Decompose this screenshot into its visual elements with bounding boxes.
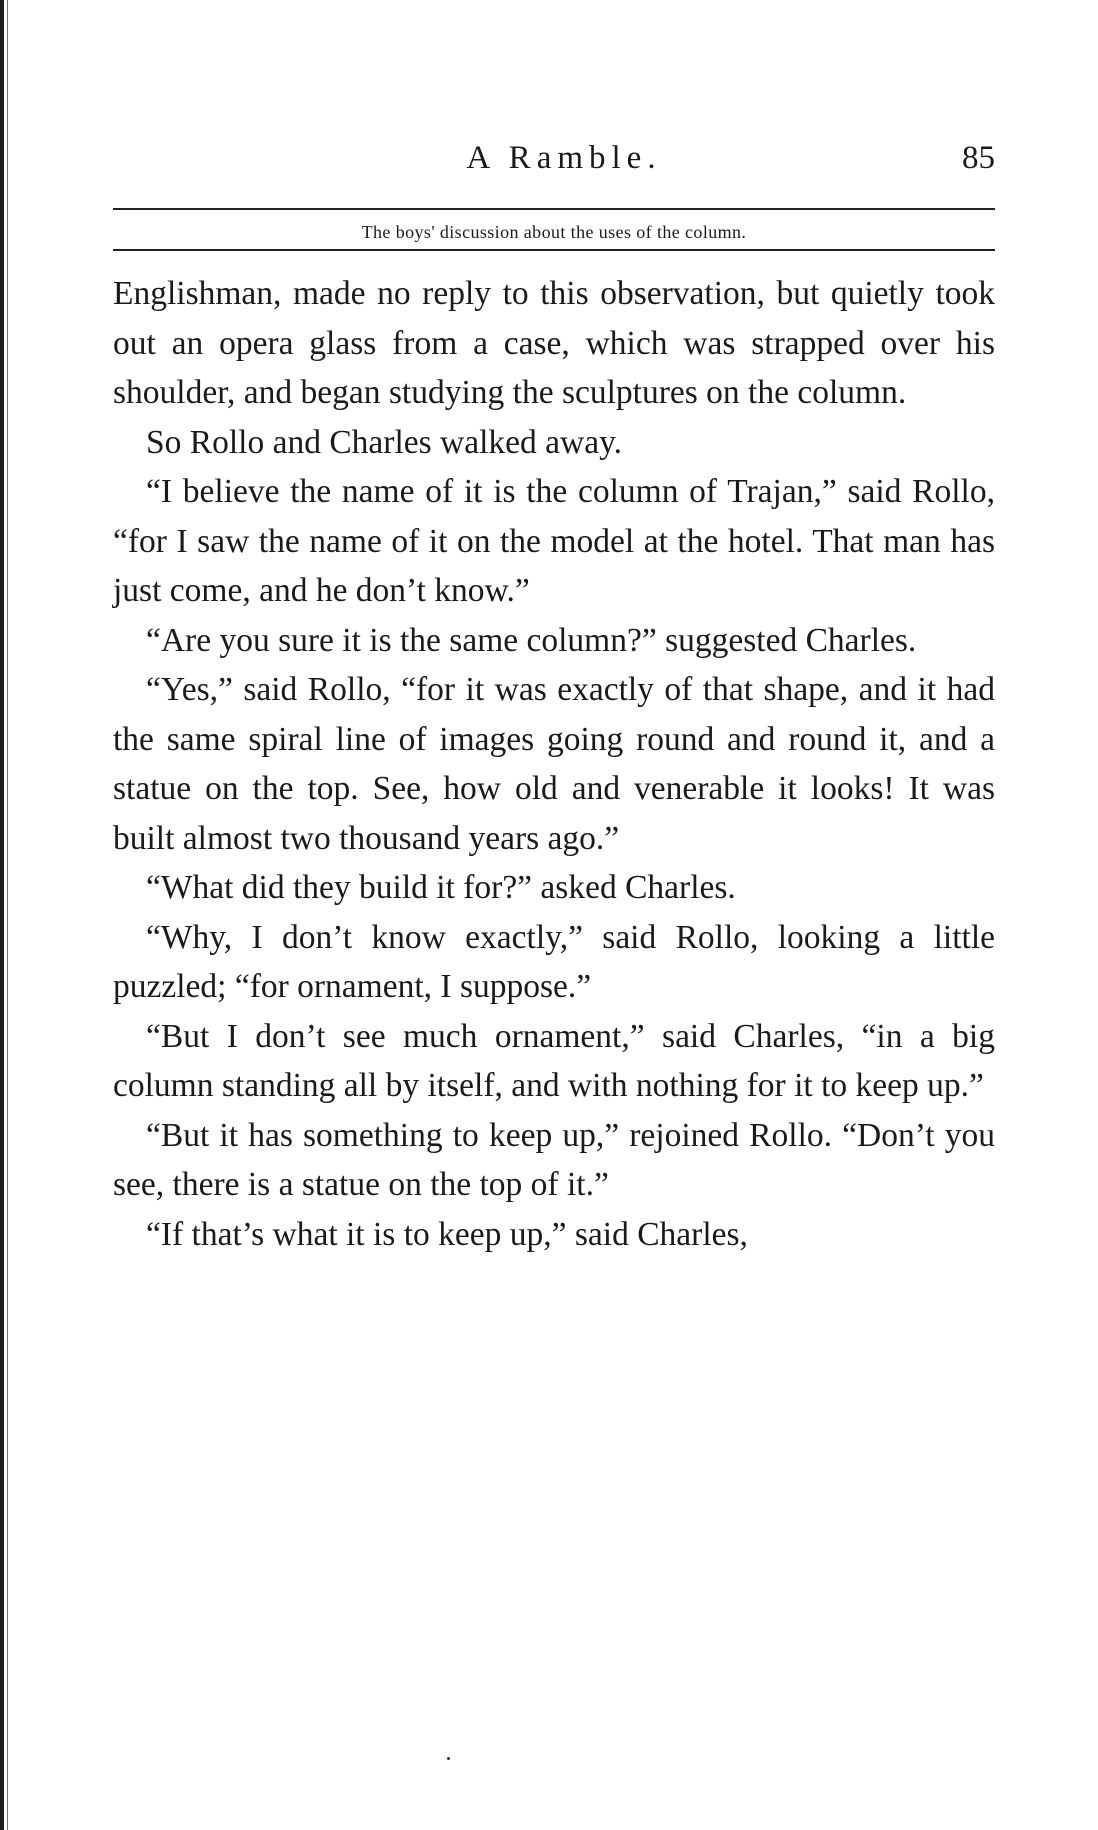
page-subheading: The boys' discussion about the uses of the column. [361, 222, 747, 242]
paragraph-9: “But it has something to keep up,” rejoined Rollo. “Don’t you see, there is a statue on the top of it.” [113, 1116, 995, 1203]
paragraph-6: “What did they build it for?” asked Charles. [146, 869, 736, 906]
book-spine-edge [0, 0, 4, 1830]
paragraph-10: “If that’s what it is to keep up,” said Charles, [146, 1215, 748, 1253]
running-head [113, 140, 995, 194]
book-page [113, 140, 995, 1259]
body-text [113, 269, 995, 1259]
running-title: A Ramble. [466, 140, 662, 176]
header-rule-bottom [113, 249, 995, 251]
book-spine-edge-inner [7, 0, 8, 1830]
print-speck [447, 1757, 450, 1760]
paragraph-5: “Yes,” said Rollo, “for it was exactly of that shape, and it had the same spiral line of images going round and round it, and a statue on the top. See, how old and venerable it looks! It was built almost two thousand years ago.” [113, 671, 995, 857]
paragraph-7: “Why, I don’t know exactly,” said Rollo, looking a little puzzled; “for ornament, I suppose.” [113, 918, 995, 1005]
paragraph-8: “But I don’t see much ornament,” said Charles, “in a big column standing all by itself, and with nothing for it to keep up.” [113, 1017, 995, 1104]
paragraph-3: “I believe the name of it is the column of Trajan,” said Rollo, “for I saw the name of it on the model at the hotel. That man has just come, and he don’t know.” [113, 473, 995, 609]
paragraph-4: “Are you sure it is the same column?” suggested Charles. [146, 621, 917, 659]
paragraph-1: Englishman, made no reply to this observation, but quietly took out an opera glass from a case, which was strapped over his shoulder, and began studying the sculptures on the column. [113, 275, 995, 411]
paragraph-2: So Rollo and Charles walked away. [146, 423, 623, 461]
page-number: 85 [962, 140, 995, 176]
